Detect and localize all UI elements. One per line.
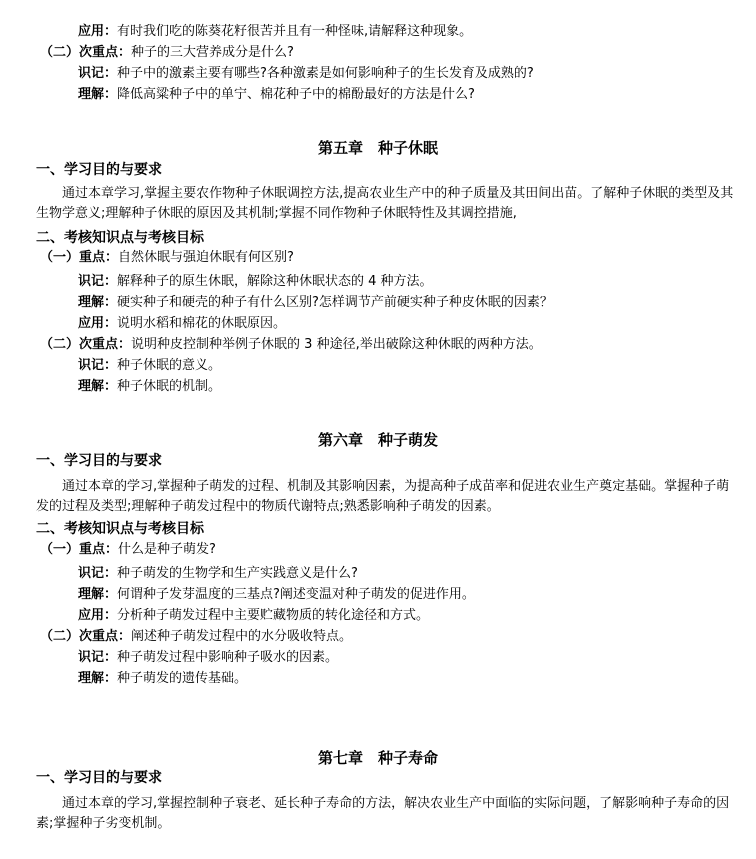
item-understand: [78, 669, 247, 689]
item-key-point: [40, 540, 216, 560]
chapter-6-section-objectives: 一、学习目的与要求: [36, 453, 162, 469]
item-memorize: [78, 64, 534, 84]
item-label: 理解：: [78, 87, 118, 102]
item-secondary: [40, 335, 542, 355]
item-label: 识记：: [78, 650, 118, 665]
item-text: 说明种皮控制种举例子休眠的 3 种途径,举出破除这种休眠的两种方法。: [131, 337, 542, 352]
item-memorize: [78, 272, 433, 292]
item-label: 应用：: [78, 24, 118, 39]
item-marker: （一）: [40, 542, 80, 557]
item-marker: （二）: [40, 337, 80, 352]
item-text: 种子的三大营养成分是什么?: [131, 45, 294, 60]
item-text: 种子萌发的遗传基础。: [117, 671, 248, 686]
item-text: 种子萌发过程中影响种子吸水的因素。: [117, 650, 339, 665]
item-label: 应用：: [78, 608, 118, 623]
item-text: 有时我们吃的陈葵花籽很苦并且有一种怪味,请解释这种现象。: [117, 24, 473, 39]
item-label: 识记：: [78, 66, 118, 81]
item-understand: [78, 85, 475, 105]
item-text: 种子萌发的生物学和生产实践意义是什么?: [117, 566, 358, 581]
item-label: 理解：: [78, 379, 118, 394]
item-understand: [78, 377, 221, 397]
chapter-5-intro-paragraph: 通过本章学习,掌握主要农作物种子休眠调控方法,提高农业生产中的种子质量及其田间出苗。了解种子休眠的类型及其生物学意义;理解种子休眠的原因及其机制;掌握不同作物种子休眠特性及其调控措施,: [36, 186, 734, 221]
item-text: 说明水稻和棉花的休眠原因。: [117, 316, 287, 331]
chapter-6-intro-paragraph: 通过本章的学习,掌握种子萌发的过程、机制及其影响因素，为提高种子成苗率和促进农业生产奠定基础。掌握种子萌发的过程及类型;理解种子萌发过程中的物质代谢特点;熟悉影响种子萌发的因素。: [36, 479, 730, 514]
item-text: 解释种子的原生休眠，解除这种休眠状态的 4 种方法。: [117, 274, 433, 289]
item-marker: （一）: [40, 250, 80, 265]
item-secondary: [40, 627, 352, 647]
item-memorize: [78, 356, 221, 376]
item-text: 分析种子萌发过程中主要贮藏物质的转化途径和方式。: [117, 608, 430, 623]
item-text: 何谓种子发芽温度的三基点?阐述变温对种子萌发的促进作用。: [117, 587, 475, 602]
item-text: 自然休眠与强迫休眠有何区别?: [118, 250, 294, 265]
item-text: 阐述种子萌发过程中的水分吸收特点。: [131, 629, 353, 644]
item-memorize: [78, 564, 358, 584]
chapter-7-intro-paragraph: 通过本章的学习,掌握控制种子衰老、延长种子寿命的方法，解决农业生产中面临的实际问题，了解影响种子寿命的因素;掌握种子劣变机制。: [36, 796, 730, 831]
item-memorize: [78, 648, 338, 668]
item-text: 什么是种子萌发?: [118, 542, 216, 557]
item-marker: （二）: [40, 45, 80, 60]
chapter-5-title: 第五章 种子休眠: [317, 139, 438, 157]
item-key-point: [40, 248, 294, 268]
chapter-5-section-objectives: 一、学习目的与要求: [36, 162, 162, 178]
item-label: 次重点：: [79, 45, 132, 60]
item-marker: （二）: [40, 629, 80, 644]
chapter-7-title: 第七章 种子寿命: [317, 749, 438, 767]
chapter-6-title: 第六章 种子萌发: [317, 431, 438, 449]
item-label: 次重点：: [79, 629, 132, 644]
item-text: 硬实种子和硬壳的种子有什么区别?怎样调节产前硬实种子种皮休眠的因素？: [117, 295, 553, 310]
chapter-5-section-assessment: 二、考核知识点与考核目标: [36, 230, 204, 246]
item-apply: [78, 22, 472, 42]
item-apply: [78, 606, 429, 626]
chapter-6-section-assessment: 二、考核知识点与考核目标: [36, 521, 204, 537]
item-text: 种子中的激素主要有哪些?各种激素是如何影响种子的生长发育及成熟的?: [117, 66, 534, 81]
item-understand: [78, 293, 553, 313]
item-text: 种子休眠的机制。: [117, 379, 222, 394]
item-text: 降低高粱种子中的单宁、棉花种子中的棉酚最好的方法是什么?: [117, 87, 475, 102]
chapter-7-section-objectives: 一、学习目的与要求: [36, 770, 162, 786]
item-label: 次重点：: [79, 337, 132, 352]
item-understand: [78, 585, 475, 605]
item-label: 应用：: [78, 316, 118, 331]
item-apply: [78, 314, 286, 334]
item-secondary: [40, 43, 294, 63]
item-label: 理解：: [78, 587, 118, 602]
item-label: 识记：: [78, 274, 118, 289]
item-text: 种子休眠的意义。: [117, 358, 222, 373]
item-label: 理解：: [78, 671, 118, 686]
item-label: 重点：: [79, 250, 119, 265]
item-label: 理解：: [78, 295, 118, 310]
item-label: 重点：: [79, 542, 119, 557]
item-label: 识记：: [78, 358, 118, 373]
item-label: 识记：: [78, 566, 118, 581]
